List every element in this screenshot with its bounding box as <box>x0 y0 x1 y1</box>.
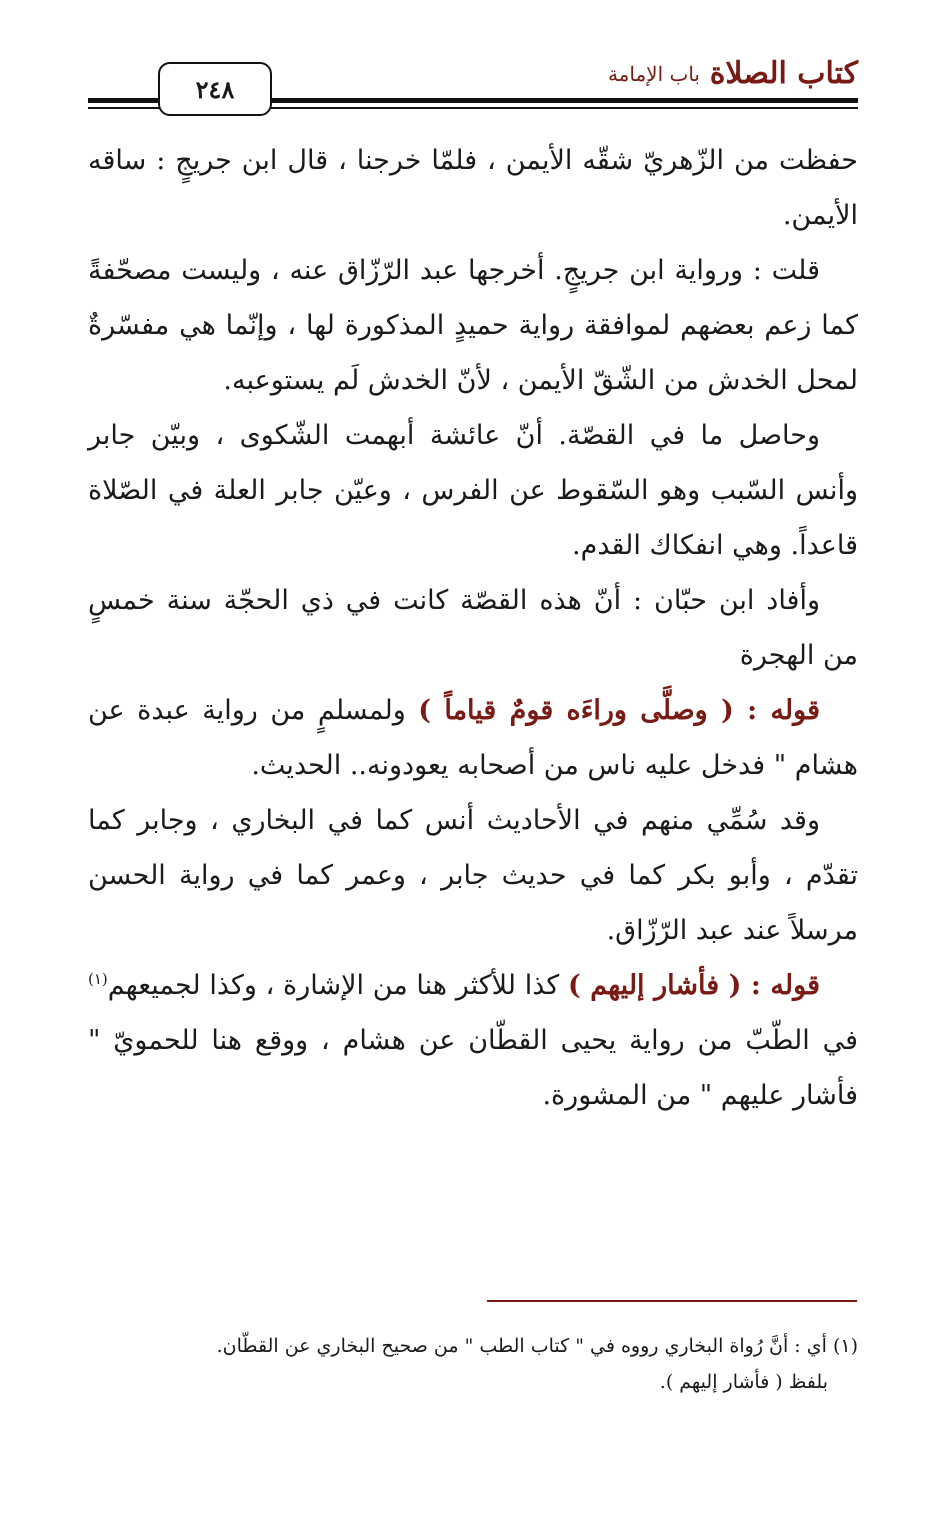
main-text <box>88 133 858 1123</box>
paragraph-7-text-a: كذا للأكثر هنا من الإشارة ، وكذا لجميعهم <box>107 970 560 1001</box>
chapter-title: باب الإمامة <box>607 62 700 86</box>
paragraph-6: وقد سُمِّي منهم في الأحاديث أنس كما في البخاري ، وجابر كما تقدّم ، وأبو بكر كما في حديث جابر ، وعمر كما في رواية الحسن مرسلاً عند عبد الرّزّاق. <box>88 805 858 946</box>
book-title: كتاب الصلاة <box>709 56 858 91</box>
paragraph-5-text: ولمسلمٍ من رواية عبدة عن هشام " فدخل عليه ناس من أصحابه يعودونه.. الحديث. <box>88 695 858 781</box>
footnote-marker[interactable]: (١) <box>88 970 108 988</box>
paragraph-7 <box>88 958 858 1123</box>
quote-lead: قوله : ( وصلَّى وراءَه قومٌ قياماً ) <box>418 695 820 726</box>
page-number: ٢٤٨ <box>158 62 272 116</box>
paragraph-7-text-b: في الطّبّ من رواية يحيى القطّان عن هشام ، ووقع هنا للحمويّ " فأشار عليهم " من المشورة. <box>88 1025 858 1111</box>
paragraph-2: قلت : ورواية ابن جريجٍ. أخرجها عبد الرّزّاق عنه ، وليست مصحّفةً كما زعم بعضهم لموافقة رواية حميدٍ المذكورة لها ، وإنّما هي مفسّرةٌ لمحل الخدش من الشّقّ الأيمن ، لأنّ الخدش لَم يستوعبه. <box>88 255 858 396</box>
page-header <box>88 52 858 112</box>
footnote-divider <box>487 1300 857 1302</box>
quote-lead: قوله : ( فأشار إليهم ) <box>567 970 820 1001</box>
paragraph-1: حفظت من الزّهريّ شقّه الأيمن ، فلمّا خرجنا ، قال ابن جريجٍ : ساقه الأيمن. <box>88 145 858 231</box>
footnote-line-2: بلفظ ( فأشار إليهم ). <box>659 1371 828 1393</box>
paragraph-4: وأفاد ابن حبّان : أنّ هذه القصّة كانت في ذي الحجّة سنة خمسٍ من الهجرة <box>88 585 858 671</box>
footnotes <box>88 1328 858 1400</box>
footnote-line-1: (١) أي : أنَّ رُواة البخاري رووه في " كتاب الطب " من صحيح البخاري عن القطّان. <box>216 1335 858 1357</box>
paragraph-5 <box>88 683 858 793</box>
paragraph-3: وحاصل ما في القصّة. أنّ عائشة أبهمت الشّكوى ، وبيّن جابر وأنس السّبب وهو السّقوط عن الفرس ، وعيّن جابر العلة في الصّلاة قاعداً. وهي انفكاك القدم. <box>88 420 858 561</box>
